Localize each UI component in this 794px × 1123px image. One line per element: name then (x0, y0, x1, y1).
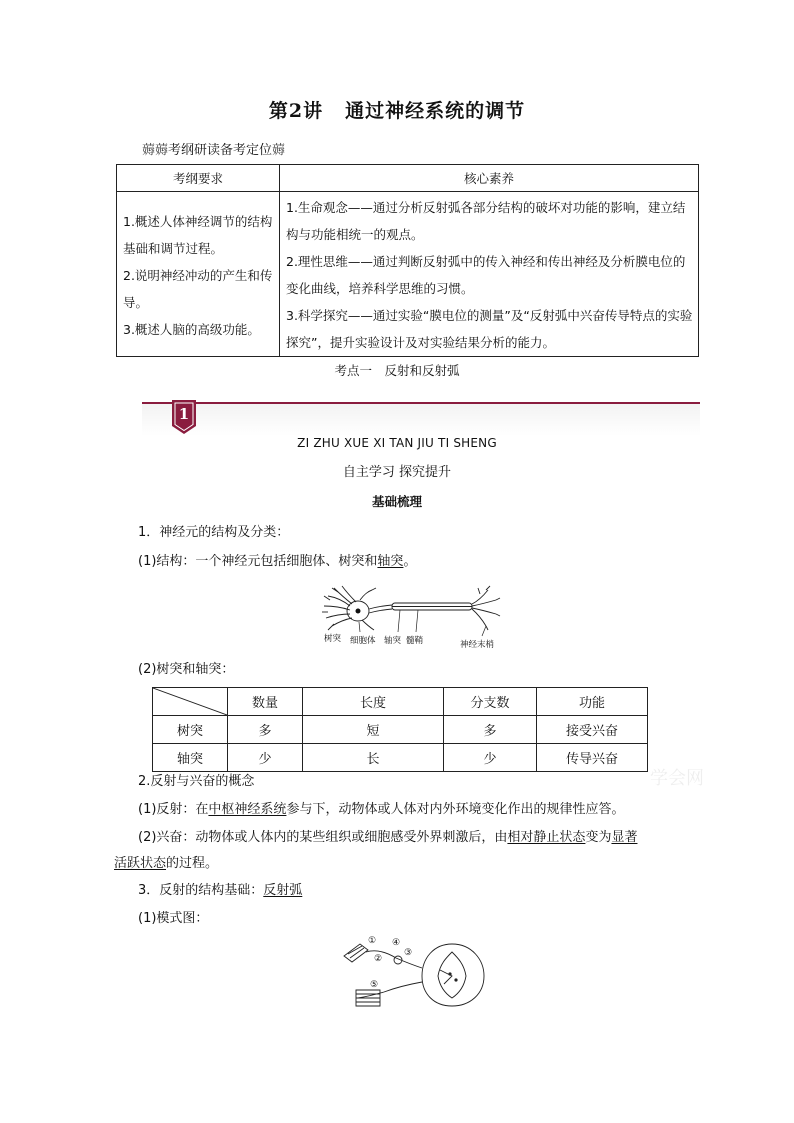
arc-label-1: ① (368, 936, 377, 946)
model-label: (1)模式图： (138, 911, 209, 926)
outline-body-row (117, 192, 699, 357)
structure-suffix: 。 (403, 554, 417, 569)
excite-answer-1: 相对静止状态 (507, 830, 586, 845)
table-cell: 接受兴奋 (537, 716, 648, 744)
requirement-item: 1.概述人体神经调节的结构基础和调节过程。 (123, 214, 273, 256)
reflex-arc-illustration (340, 934, 486, 1014)
page-title (0, 96, 794, 123)
header-decoration-right: 薅 (272, 143, 286, 158)
row-label-axon: 轴突 (153, 744, 228, 772)
table-cell: 多 (444, 716, 537, 744)
item3-text: 3．反射的结构基础： (138, 883, 264, 898)
header-branches: 分支数 (444, 688, 537, 716)
comparison-header-row (153, 688, 648, 716)
section-header (142, 139, 285, 158)
arc-label-3: ③ (404, 948, 413, 958)
excite-answer-2b: 活跃状态 (114, 856, 167, 871)
banner-subtitle: 自主学习 探究提升 (342, 465, 452, 480)
table-cell: 少 (228, 744, 303, 772)
table-row (153, 744, 648, 772)
item3-answer: 反射弧 (263, 883, 303, 898)
point-title: 考点一 反射和反射弧 (334, 363, 460, 378)
reflex-definition (138, 800, 624, 820)
outline-table (116, 164, 699, 357)
table-cell: 长 (303, 744, 444, 772)
watermark: 学会网 (650, 768, 704, 789)
header-quantity: 数量 (228, 688, 303, 716)
reflex-text: (1)反射：在 (138, 802, 209, 817)
item1-structure (138, 552, 416, 572)
section-number-badge (172, 400, 196, 434)
diagonal-header-cell (153, 688, 228, 716)
item2-heading: 2.反射与兴奋的概念 (138, 774, 255, 789)
badge-number: 1 (178, 405, 190, 423)
row-label-dendrite: 树突 (153, 716, 228, 744)
competency-item: 3.科学探究——通过实验“膜电位的测量”及“反射弧中兴奋传导特点的实验探究”，提升实验设计及对实验结果分析的能力。 (286, 308, 693, 350)
item1-heading: 1．神经元的结构及分类： (138, 525, 290, 540)
comparison-table (152, 687, 648, 772)
table-cell: 短 (303, 716, 444, 744)
excite-text: (2)兴奋：动物体或人体内的某些组织或细胞感受外界刺激后，由 (138, 830, 508, 845)
title-prefix: 第2讲 (268, 100, 324, 122)
banner-line (142, 402, 700, 404)
item1-sub2: (2)树突和轴突： (138, 662, 235, 677)
requirement-item: 3.概述人脑的高级功能。 (123, 322, 260, 337)
neuron-label-axon: 轴突 (384, 636, 402, 646)
requirement-item: 2.说明神经冲动的产生和传导。 (123, 268, 273, 310)
table-cell: 少 (444, 744, 537, 772)
reflex-arc-diagram (340, 934, 486, 1014)
excite-mid: 变为 (585, 830, 612, 845)
header-function: 功能 (537, 688, 648, 716)
excitation-definition-line2 (114, 854, 218, 874)
diagonal-line-icon (153, 688, 227, 715)
requirements-cell (117, 192, 280, 357)
arc-label-2: ② (374, 954, 383, 964)
item3-heading (138, 881, 302, 901)
neuron-diagram (320, 582, 504, 650)
banner-background (142, 402, 700, 436)
basic-heading: 基础梳理 (371, 494, 422, 509)
reflex-suffix: 参与下，动物体或人体对内外环境变化作出的规律性应答。 (286, 802, 625, 817)
competency-item: 1.生命观念——通过分析反射弧各部分结构的破坏对功能的影响，建立结构与功能相统一的观点。 (286, 200, 686, 242)
competencies-cell (280, 192, 699, 357)
header-decoration-left: 薅薅 (142, 143, 169, 158)
reflex-answer: 中枢神经系统 (208, 802, 287, 817)
neuron-label-dendrite: 树突 (324, 634, 342, 644)
competency-item: 2.理性思维——通过判断反射弧中的传入神经和传出神经及分析膜电位的变化曲线，培养科学思维的习惯。 (286, 254, 686, 296)
structure-answer: 轴突 (377, 554, 404, 569)
table-row (153, 716, 648, 744)
excite-suffix: 的过程。 (166, 856, 219, 871)
arc-label-4: ④ (392, 938, 401, 948)
neuron-label-cell-body: 细胞体 (350, 636, 376, 646)
neuron-label-myelin: 髓鞘 (406, 636, 424, 646)
neuron-label-nerve-ending: 神经末梢 (460, 640, 495, 650)
outline-header-competencies: 核心素养 (280, 165, 699, 192)
outline-header-requirements: 考纲要求 (117, 165, 280, 192)
outline-header-row (117, 165, 699, 192)
excitation-definition-line1 (138, 828, 686, 848)
arc-label-5: ⑤ (370, 980, 379, 990)
header-length: 长度 (303, 688, 444, 716)
title-main: 通过神经系统的调节 (345, 100, 526, 122)
table-cell: 多 (228, 716, 303, 744)
table-cell: 传导兴奋 (537, 744, 648, 772)
excite-answer-2a: 显著 (611, 830, 638, 845)
banner-pinyin: ZI ZHU XUE XI TAN JIU TI SHENG (297, 436, 497, 450)
section-header-text: 考纲研读备考定位 (168, 143, 273, 158)
structure-text: (1)结构：一个神经元包括细胞体、树突和 (138, 554, 378, 569)
